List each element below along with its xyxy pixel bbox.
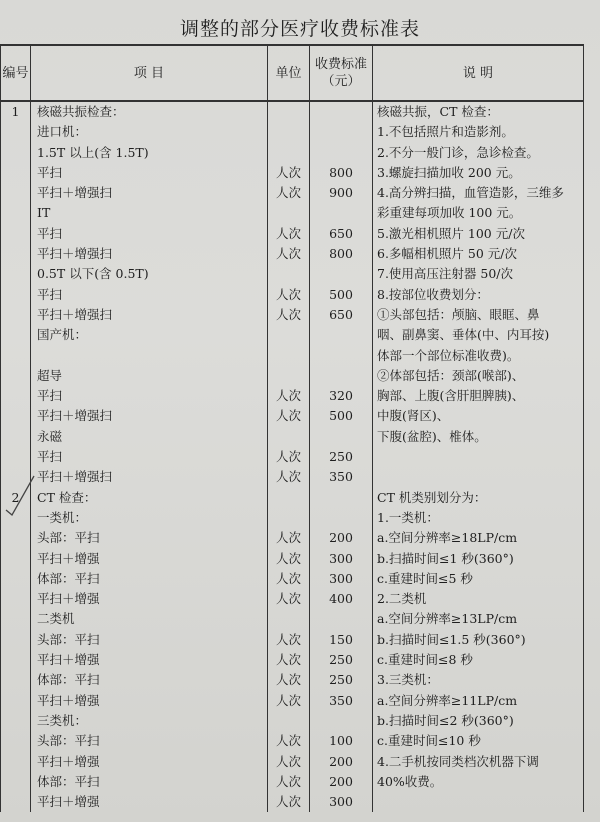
row-fee: 350 bbox=[310, 467, 373, 487]
row-no bbox=[1, 792, 31, 812]
row-no bbox=[1, 711, 31, 731]
row-item: IT bbox=[31, 203, 268, 223]
row-unit: 人次 bbox=[268, 650, 310, 670]
row-no bbox=[1, 143, 31, 163]
row-item: 体部：平扫 bbox=[31, 772, 268, 792]
row-no bbox=[1, 630, 31, 650]
row-unit: 人次 bbox=[268, 752, 310, 772]
row-note: 核磁共振，CT 检查： bbox=[373, 101, 584, 122]
row-note: 4.高分辨扫描，血管造影，三维多 bbox=[373, 183, 584, 203]
row-fee bbox=[310, 488, 373, 508]
row-note: 1.不包括照片和造影剂。 bbox=[373, 122, 584, 142]
row-note: 体部一个部位标准收费)。 bbox=[373, 346, 584, 366]
row-unit: 人次 bbox=[268, 731, 310, 751]
row-no bbox=[1, 752, 31, 772]
table-row bbox=[1, 163, 584, 183]
row-item: 二类机 bbox=[31, 609, 268, 629]
row-no bbox=[1, 203, 31, 223]
table-row bbox=[1, 122, 584, 142]
table-row bbox=[1, 589, 584, 609]
table-row bbox=[1, 101, 584, 122]
row-unit: 人次 bbox=[268, 630, 310, 650]
row-note: 中腹(肾区)、 bbox=[373, 406, 584, 426]
row-item: 三类机： bbox=[31, 711, 268, 731]
row-fee: 300 bbox=[310, 569, 373, 589]
table-row bbox=[1, 508, 584, 528]
row-fee: 150 bbox=[310, 630, 373, 650]
row-unit bbox=[268, 508, 310, 528]
row-item: 永磁 bbox=[31, 427, 268, 447]
row-note bbox=[373, 447, 584, 467]
row-no bbox=[1, 549, 31, 569]
row-no bbox=[1, 285, 31, 305]
row-item: 平扫＋增强 bbox=[31, 549, 268, 569]
table-row bbox=[1, 366, 584, 386]
row-fee: 400 bbox=[310, 589, 373, 609]
table-row bbox=[1, 528, 584, 548]
table-row bbox=[1, 609, 584, 629]
table-row bbox=[1, 183, 584, 203]
row-fee: 800 bbox=[310, 163, 373, 183]
row-unit: 人次 bbox=[268, 467, 310, 487]
table-row bbox=[1, 630, 584, 650]
row-item: 平扫＋增强 bbox=[31, 650, 268, 670]
row-no bbox=[1, 163, 31, 183]
row-item: 一类机： bbox=[31, 508, 268, 528]
row-note: 40%收费。 bbox=[373, 772, 584, 792]
row-unit: 人次 bbox=[268, 792, 310, 812]
header-fee-line1: 收费标准 bbox=[314, 57, 367, 72]
row-unit: 人次 bbox=[268, 670, 310, 690]
table-row bbox=[1, 224, 584, 244]
row-fee bbox=[310, 143, 373, 163]
row-no bbox=[1, 122, 31, 142]
row-item: 平扫＋增强 bbox=[31, 691, 268, 711]
table-row bbox=[1, 650, 584, 670]
row-fee bbox=[310, 325, 373, 345]
row-fee: 900 bbox=[310, 183, 373, 203]
table-row bbox=[1, 691, 584, 711]
row-fee: 250 bbox=[310, 650, 373, 670]
table-row bbox=[1, 569, 584, 589]
header-note: 说 明 bbox=[373, 45, 584, 101]
row-unit: 人次 bbox=[268, 163, 310, 183]
row-fee: 100 bbox=[310, 731, 373, 751]
row-item: 平扫＋增强 bbox=[31, 752, 268, 772]
row-fee bbox=[310, 508, 373, 528]
row-fee: 650 bbox=[310, 305, 373, 325]
header-fee bbox=[310, 45, 373, 101]
table-row bbox=[1, 325, 584, 345]
row-fee bbox=[310, 346, 373, 366]
table-row bbox=[1, 406, 584, 426]
row-note: 2.二类机 bbox=[373, 589, 584, 609]
row-unit: 人次 bbox=[268, 183, 310, 203]
row-no bbox=[1, 305, 31, 325]
row-item: CT 检查： bbox=[31, 488, 268, 508]
table-row bbox=[1, 244, 584, 264]
row-note: 胸部、上腹(含肝胆脾胰)、 bbox=[373, 386, 584, 406]
row-item bbox=[31, 346, 268, 366]
table-row bbox=[1, 346, 584, 366]
row-item: 国产机： bbox=[31, 325, 268, 345]
row-unit: 人次 bbox=[268, 224, 310, 244]
row-unit bbox=[268, 264, 310, 284]
row-item: 平扫＋增强 bbox=[31, 589, 268, 609]
row-item: 1.5T 以上(含 1.5T) bbox=[31, 143, 268, 163]
table-row bbox=[1, 203, 584, 223]
row-fee: 200 bbox=[310, 772, 373, 792]
row-unit bbox=[268, 366, 310, 386]
row-item: 平扫＋增强 bbox=[31, 792, 268, 812]
row-note: a.空间分辨率≥18LP/cm bbox=[373, 528, 584, 548]
row-fee: 800 bbox=[310, 244, 373, 264]
table-row bbox=[1, 549, 584, 569]
row-note bbox=[373, 792, 584, 812]
table-row bbox=[1, 447, 584, 467]
row-fee bbox=[310, 101, 373, 122]
row-item: 平扫 bbox=[31, 224, 268, 244]
fee-table bbox=[0, 44, 584, 812]
row-item: 平扫 bbox=[31, 163, 268, 183]
row-note: c.重建时间≤10 秒 bbox=[373, 731, 584, 751]
row-fee: 300 bbox=[310, 549, 373, 569]
row-note: 3.螺旋扫描加收 200 元。 bbox=[373, 163, 584, 183]
row-no bbox=[1, 691, 31, 711]
row-unit: 人次 bbox=[268, 447, 310, 467]
table-row bbox=[1, 711, 584, 731]
row-note: CT 机类别划分为： bbox=[373, 488, 584, 508]
row-fee: 250 bbox=[310, 447, 373, 467]
row-unit: 人次 bbox=[268, 305, 310, 325]
row-unit: 人次 bbox=[268, 528, 310, 548]
row-no bbox=[1, 670, 31, 690]
row-fee bbox=[310, 264, 373, 284]
row-no bbox=[1, 366, 31, 386]
row-unit: 人次 bbox=[268, 386, 310, 406]
row-fee: 200 bbox=[310, 528, 373, 548]
row-note: 彩重建每项加收 100 元。 bbox=[373, 203, 584, 223]
row-note: 咽、副鼻窦、垂体(中、内耳按) bbox=[373, 325, 584, 345]
row-unit: 人次 bbox=[268, 285, 310, 305]
table-row bbox=[1, 772, 584, 792]
row-unit: 人次 bbox=[268, 549, 310, 569]
row-item: 核磁共振检查： bbox=[31, 101, 268, 122]
row-no bbox=[1, 609, 31, 629]
row-no bbox=[1, 386, 31, 406]
row-item: 头部：平扫 bbox=[31, 528, 268, 548]
row-unit bbox=[268, 427, 310, 447]
row-fee: 300 bbox=[310, 792, 373, 812]
row-fee bbox=[310, 427, 373, 447]
row-no bbox=[1, 427, 31, 447]
row-unit: 人次 bbox=[268, 589, 310, 609]
table-row bbox=[1, 792, 584, 812]
row-item: 平扫＋增强扫 bbox=[31, 244, 268, 264]
row-no bbox=[1, 325, 31, 345]
row-no bbox=[1, 244, 31, 264]
row-item: 平扫＋增强扫 bbox=[31, 406, 268, 426]
table-row bbox=[1, 285, 584, 305]
row-no bbox=[1, 406, 31, 426]
row-no bbox=[1, 224, 31, 244]
row-fee: 500 bbox=[310, 285, 373, 305]
row-item: 超导 bbox=[31, 366, 268, 386]
row-unit: 人次 bbox=[268, 691, 310, 711]
row-fee: 200 bbox=[310, 752, 373, 772]
row-unit bbox=[268, 101, 310, 122]
row-fee bbox=[310, 609, 373, 629]
table-header-row bbox=[1, 45, 584, 101]
row-note: c.重建时间≤5 秒 bbox=[373, 569, 584, 589]
row-item: 头部：平扫 bbox=[31, 630, 268, 650]
row-fee: 350 bbox=[310, 691, 373, 711]
row-note bbox=[373, 467, 584, 487]
row-unit bbox=[268, 203, 310, 223]
row-item: 平扫 bbox=[31, 285, 268, 305]
row-unit: 人次 bbox=[268, 772, 310, 792]
row-unit: 人次 bbox=[268, 406, 310, 426]
table-row bbox=[1, 143, 584, 163]
header-item: 项 目 bbox=[31, 45, 268, 101]
row-note: b.扫描时间≤1 秒(360°) bbox=[373, 549, 584, 569]
page-title: 调整的部分医疗收费标准表 bbox=[179, 18, 420, 40]
row-fee: 500 bbox=[310, 406, 373, 426]
row-unit bbox=[268, 711, 310, 731]
table-row bbox=[1, 670, 584, 690]
row-item: 平扫 bbox=[31, 386, 268, 406]
row-note: b.扫描时间≤1.5 秒(360°) bbox=[373, 630, 584, 650]
row-fee: 320 bbox=[310, 386, 373, 406]
row-item: 体部：平扫 bbox=[31, 569, 268, 589]
row-note: 3.三类机： bbox=[373, 670, 584, 690]
table-row bbox=[1, 488, 584, 508]
table-row bbox=[1, 305, 584, 325]
row-note: 6.多幅相机照片 50 元/次 bbox=[373, 244, 584, 264]
header-no: 编号 bbox=[1, 45, 31, 101]
row-no bbox=[1, 528, 31, 548]
row-no bbox=[1, 264, 31, 284]
row-note: 下腹(盆腔)、椎体。 bbox=[373, 427, 584, 447]
row-fee bbox=[310, 366, 373, 386]
row-item: 进口机： bbox=[31, 122, 268, 142]
row-no bbox=[1, 183, 31, 203]
row-no: 1 bbox=[1, 101, 31, 122]
row-note: 4.二手机按同类档次机器下调 bbox=[373, 752, 584, 772]
table-row bbox=[1, 467, 584, 487]
row-fee bbox=[310, 711, 373, 731]
row-no bbox=[1, 772, 31, 792]
row-item: 体部：平扫 bbox=[31, 670, 268, 690]
row-item: 平扫＋增强扫 bbox=[31, 305, 268, 325]
row-unit bbox=[268, 122, 310, 142]
table-row bbox=[1, 731, 584, 751]
row-unit: 人次 bbox=[268, 569, 310, 589]
row-note: 2.不分一般门诊，急诊检查。 bbox=[373, 143, 584, 163]
row-no bbox=[1, 447, 31, 467]
row-unit bbox=[268, 488, 310, 508]
row-item: 平扫 bbox=[31, 447, 268, 467]
row-note: ②体部包括：颈部(喉部)、 bbox=[373, 366, 584, 386]
row-note: b.扫描时间≤2 秒(360°) bbox=[373, 711, 584, 731]
row-unit: 人次 bbox=[268, 244, 310, 264]
row-item: 平扫＋增强扫 bbox=[31, 183, 268, 203]
row-note: 5.激光相机照片 100 元/次 bbox=[373, 224, 584, 244]
row-fee bbox=[310, 203, 373, 223]
row-note: ①头部包括：颅脑、眼眶、鼻 bbox=[373, 305, 584, 325]
row-note: 7.使用高压注射器 50/次 bbox=[373, 264, 584, 284]
row-note: a.空间分辨率≥11LP/cm bbox=[373, 691, 584, 711]
handwritten-check-mark-icon bbox=[4, 474, 36, 516]
row-no bbox=[1, 346, 31, 366]
row-item: 0.5T 以下(含 0.5T) bbox=[31, 264, 268, 284]
row-note: 8.按部位收费划分： bbox=[373, 285, 584, 305]
row-fee: 250 bbox=[310, 670, 373, 690]
table-row bbox=[1, 752, 584, 772]
row-note: a.空间分辨率≥13LP/cm bbox=[373, 609, 584, 629]
row-item: 头部：平扫 bbox=[31, 731, 268, 751]
row-no bbox=[1, 731, 31, 751]
row-note: 1.一类机： bbox=[373, 508, 584, 528]
row-no bbox=[1, 650, 31, 670]
row-fee: 650 bbox=[310, 224, 373, 244]
row-unit bbox=[268, 143, 310, 163]
row-no: 2 bbox=[1, 488, 31, 508]
table-row bbox=[1, 427, 584, 447]
row-no bbox=[1, 589, 31, 609]
row-no bbox=[1, 569, 31, 589]
header-unit: 单位 bbox=[268, 45, 310, 101]
table-row bbox=[1, 264, 584, 284]
row-note: c.重建时间≤8 秒 bbox=[373, 650, 584, 670]
row-fee bbox=[310, 122, 373, 142]
table-row bbox=[1, 386, 584, 406]
row-unit bbox=[268, 346, 310, 366]
row-item: 平扫＋增强扫 bbox=[31, 467, 268, 487]
header-fee-line2: （元） bbox=[321, 74, 361, 89]
row-unit bbox=[268, 325, 310, 345]
row-unit bbox=[268, 609, 310, 629]
